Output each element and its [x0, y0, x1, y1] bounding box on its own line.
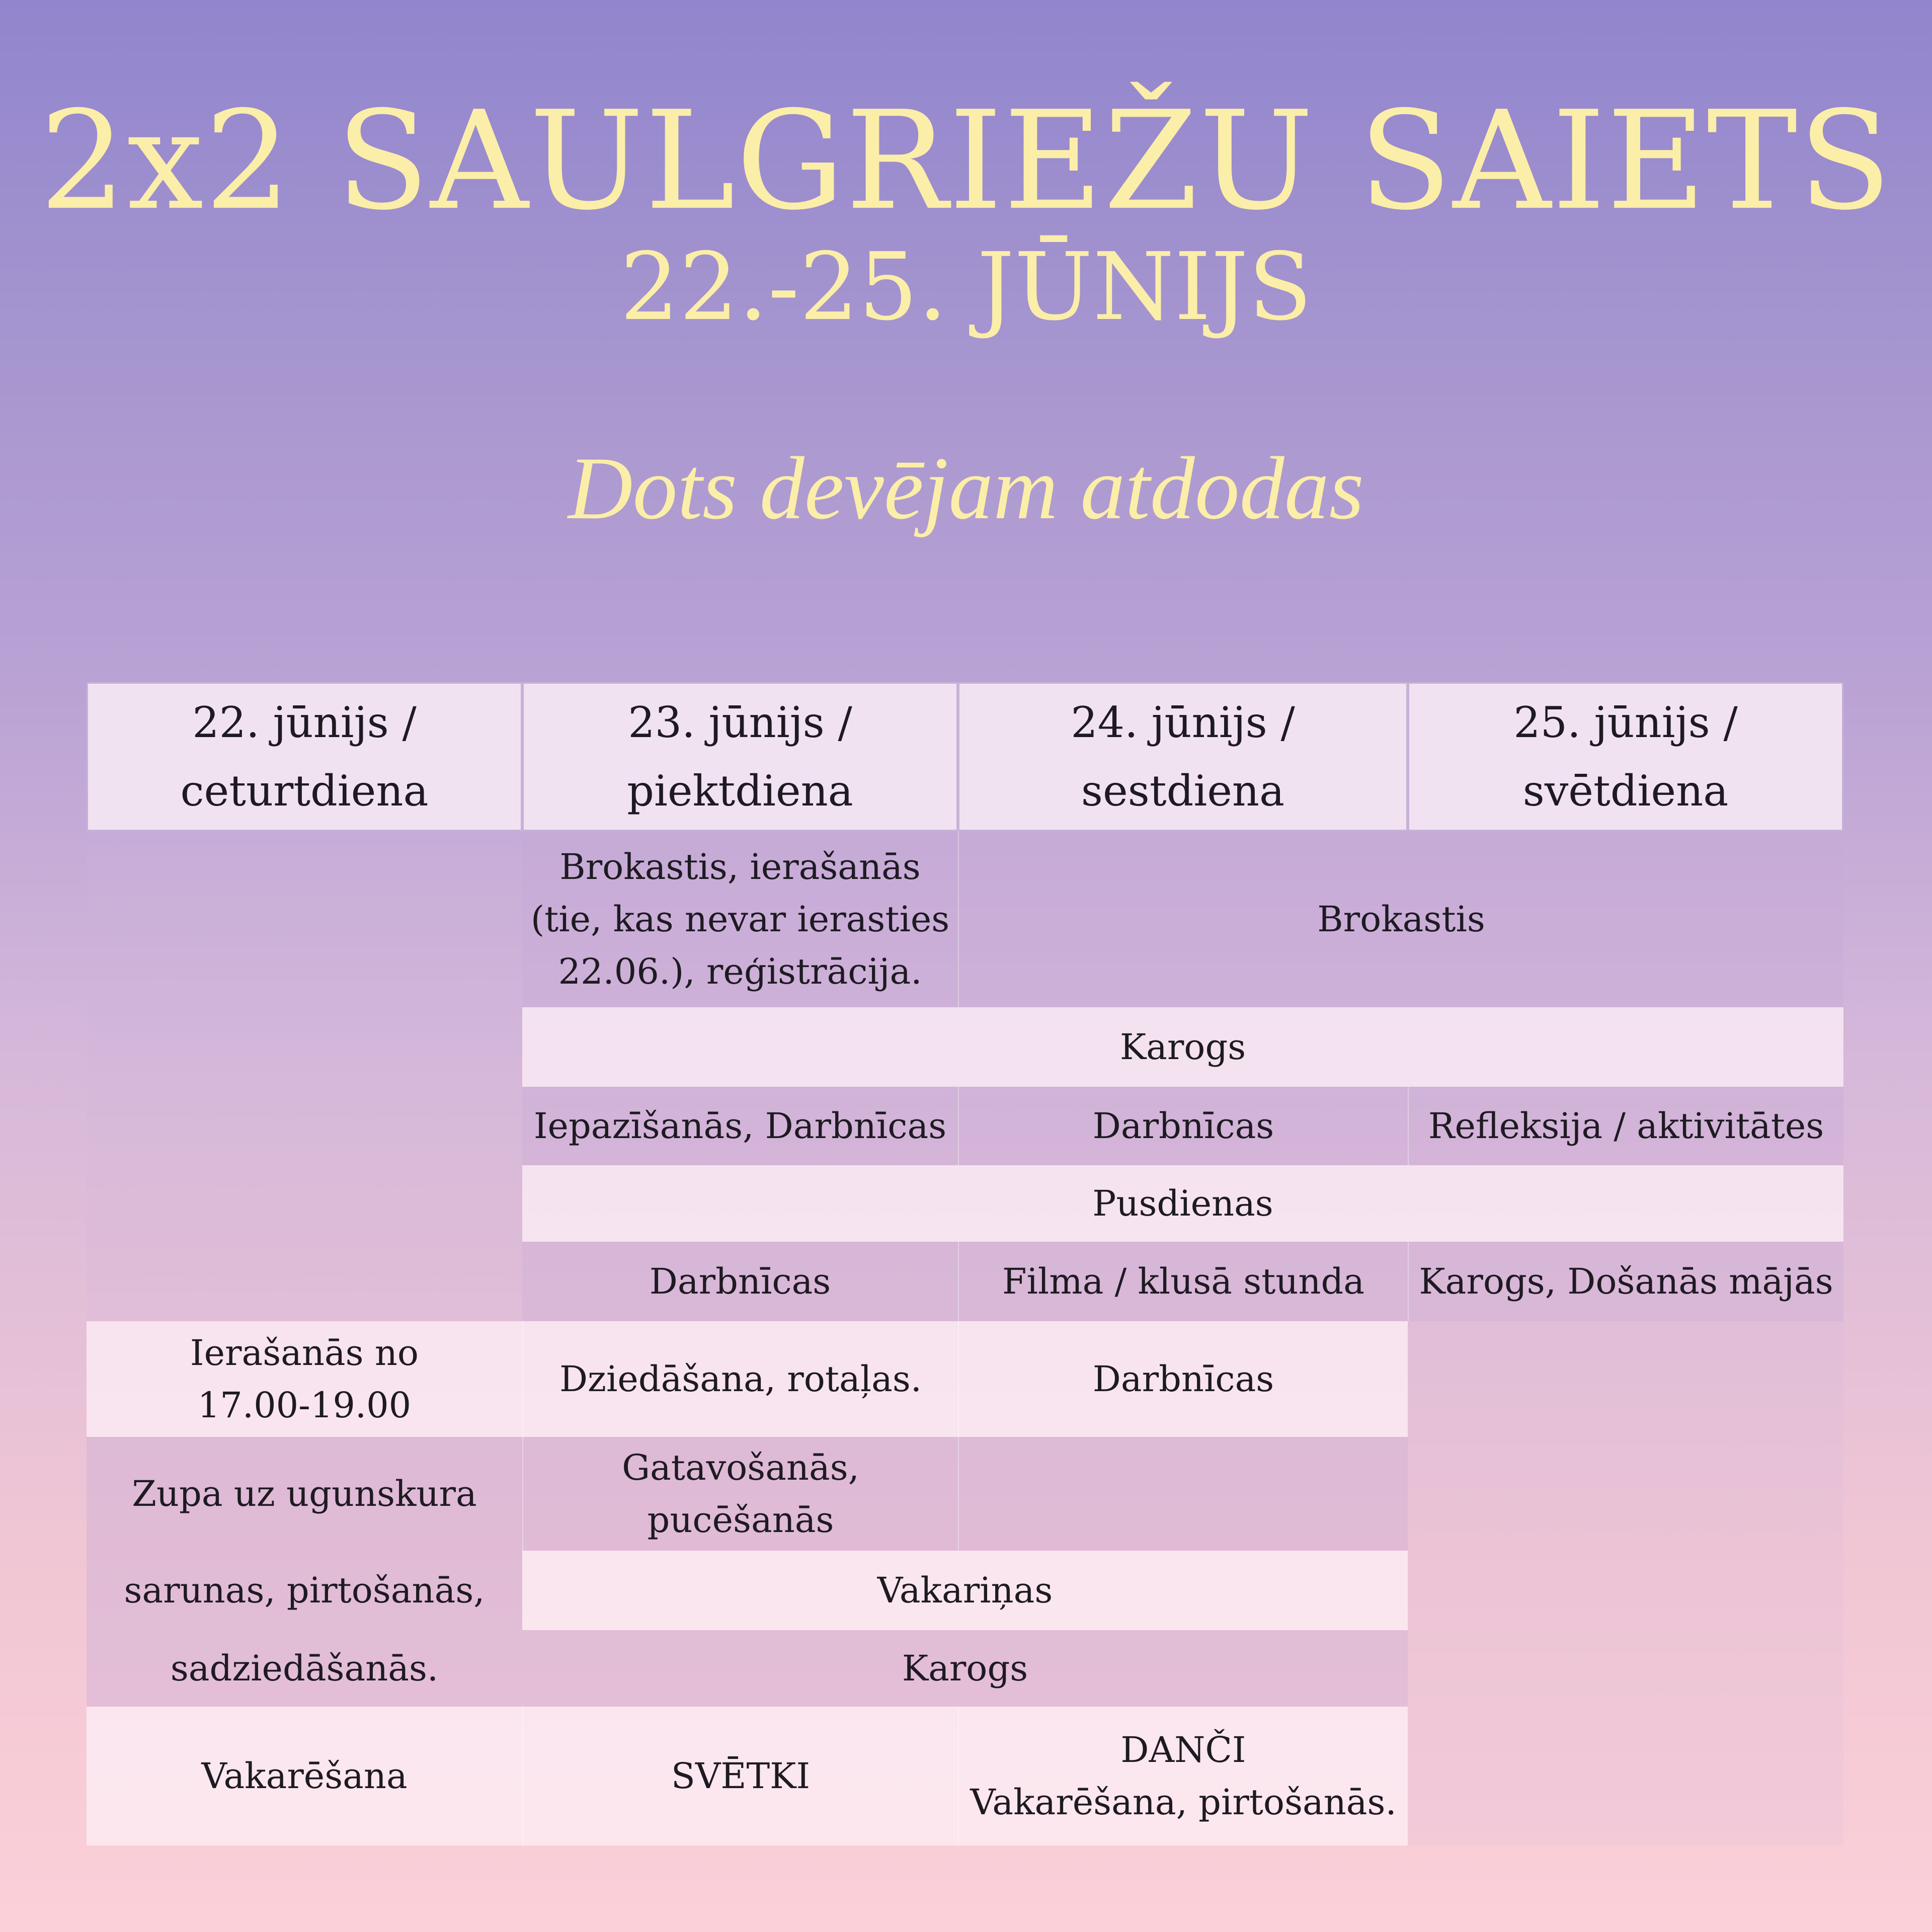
cell-line: 17.00-19.00 [197, 1385, 412, 1426]
sun-reflection-cell: Refleksija / aktivitātes [1408, 1087, 1843, 1165]
fri-intro-cell: Iepazīšanās, Darbnīcas [522, 1087, 958, 1165]
day-weekday: sestdiena [1081, 766, 1285, 816]
day-date: 23. jūnijs / [628, 698, 852, 747]
breakfast-cell: Brokastis [958, 831, 1843, 1007]
cell-line: Gatavošanās, [622, 1447, 859, 1488]
thu-arrival-cell [87, 1321, 522, 1437]
sat-dances-cell [958, 1707, 1408, 1845]
dinner-cell: Vakariņas [522, 1551, 1408, 1630]
thu-soup-cell: Zupa uz ugunskura [87, 1437, 522, 1551]
sat-workshops-cell: Darbnīcas [958, 1087, 1408, 1165]
day-date: 22. jūnijs / [192, 698, 417, 747]
sat-workshops2-cell: Darbnīcas [958, 1321, 1408, 1437]
day-header-thu [87, 682, 522, 831]
event-motto: Dots devējam atdodas [568, 438, 1364, 538]
flag-morning-cell: Karogs [522, 1007, 1843, 1087]
cell-line: Brokastis, ierašanās [559, 846, 921, 888]
day-header-sat [958, 682, 1408, 831]
day-header-fri [522, 682, 958, 831]
day-weekday: svētdiena [1522, 766, 1729, 816]
thu-empty-block [87, 831, 522, 1321]
cell-line: (tie, kas nevar ierasties [530, 899, 950, 940]
thu-talks-cell: sarunas, pirtošanās, [87, 1551, 522, 1630]
sat-film-cell: Filma / klusā stunda [958, 1242, 1408, 1321]
cell-line: Ierašanās no [190, 1332, 419, 1374]
day-weekday: ceturtdiena [180, 766, 429, 816]
fri-party-cell: SVĒTKI [522, 1707, 958, 1845]
cell-line: Vakarēšana, pirtošanās. [970, 1782, 1397, 1823]
thu-evening-cell: Vakarēšana [87, 1707, 522, 1845]
flag-evening-cell: Karogs [522, 1630, 1408, 1707]
event-title: 2x2 SAULGRIEŽU SAIETS [39, 82, 1893, 240]
event-dates: 22.-25. JŪNIJS [620, 232, 1312, 341]
cell-line: 22.06.), reģistrācija. [558, 951, 922, 992]
lunch-cell: Pusdienas [522, 1165, 1843, 1242]
schedule-table [87, 682, 1843, 1845]
cell-line: pucēšanās [647, 1499, 834, 1541]
sun-empty-block [1408, 1321, 1843, 1845]
day-weekday: piektdiena [627, 766, 853, 816]
sat-empty-cell [958, 1437, 1408, 1551]
day-header-sun [1408, 682, 1843, 831]
thu-singing-cell: sadziedāšanās. [87, 1630, 522, 1707]
fri-singing-cell: Dziedāšana, rotaļas. [522, 1321, 958, 1437]
day-date: 25. jūnijs / [1513, 698, 1738, 747]
cell-line: DANČI [1120, 1729, 1246, 1770]
fri-breakfast-cell [522, 831, 958, 1007]
day-date: 24. jūnijs / [1071, 698, 1295, 747]
sun-leaving-cell: Karogs, Došanās mājās [1408, 1242, 1843, 1321]
fri-cooking-cell [522, 1437, 958, 1551]
fri-workshops-cell: Darbnīcas [522, 1242, 958, 1321]
